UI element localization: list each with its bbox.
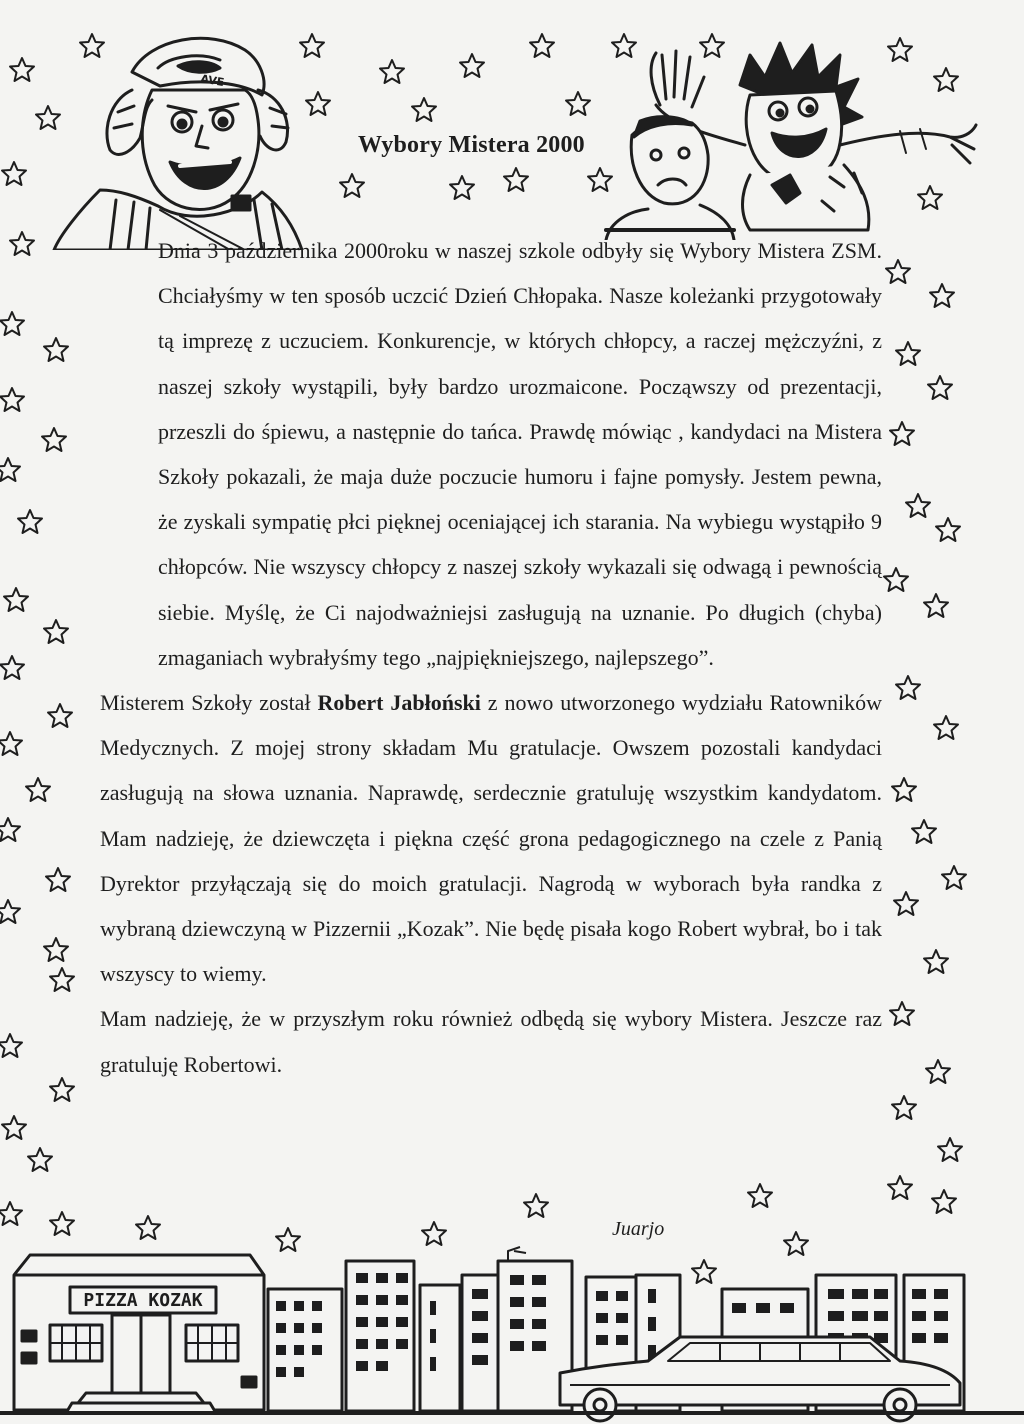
city-skyline-illustration xyxy=(0,1245,1024,1424)
winner-name: Robert Jabłoński xyxy=(317,690,481,716)
pizzeria-sign-text: PIZZA KOZAK xyxy=(83,1290,203,1311)
screaming-boy-illustration xyxy=(40,20,310,250)
shouting-boys-illustration xyxy=(600,25,980,240)
paragraph-3: Mam nadzieję, że w przyszłym roku również odbędą się wybory Mistera. Jeszcze raz gratuluję Robertowi. xyxy=(100,1006,882,1077)
author-signature: Juarjo xyxy=(612,1218,665,1240)
article-body xyxy=(100,228,882,1087)
paragraph-1: Dnia 3 października 2000roku w naszej szkole odbyły się Wybory Mistera ZSM. Chciałyśmy w ten sposób uczcić Dzień Chłopaka. Nasze koleżanki przygotowały tą imprezę z uczuciem. Konkurencje, w których chłopcy, a raczej mężczyźni, z naszej szkoły wystąpili, były bardzo urozmaicone. Począwszy od prezentacji, przeszli do śpiewu, a następnie do tańca. Prawdę mówiąc , kandydaci na Mistera Szkoły pokazali, że maja duże poczucie humoru i fajne pomysły. Jestem pewna, że zyskali sympatię płci pięknej oceniającej ich starania. Na wybiegu wystąpiło 9 chłopców. Nie wszyscy chłopcy z naszej szkoły wykazali się odwagą i pewnością siebie. Myślę, że Ci najodważniejsi zasługują na uznanie. Po długich (chyba) zmaganiach wybrałyśmy tego „najpiękniejszego, najlepszego”. xyxy=(158,238,882,670)
paragraph-2 xyxy=(100,680,882,996)
page-title: Wybory Mistera 2000 xyxy=(358,132,585,158)
paragraph-2-lead: Misterem Szkoły został xyxy=(100,690,318,716)
cap-logo xyxy=(178,62,220,73)
paragraph-2-rest: z nowo utworzonego wydziału Ratowników Medycznych. Z mojej strony składam Mu gratulacje. Owszem pozostali kandydaci zasługują na słowa uznania. Naprawdę, serdecznie gratuluję wszystkim kandydatom. Mam nadzieję, że dziewczęta i piękna część grona pedagogicznego na czele z Panią Dyrektor przyłączają się do moich gratulacji. Nagrodą w wyborach była randka z wybraną dziewczyną w Pizzernii „Kozak”. Nie będę pisała kogo Robert wybrał, bo i tak wszyscy to wiemy. xyxy=(100,690,882,987)
svg-text:AVE: AVE xyxy=(199,72,226,90)
